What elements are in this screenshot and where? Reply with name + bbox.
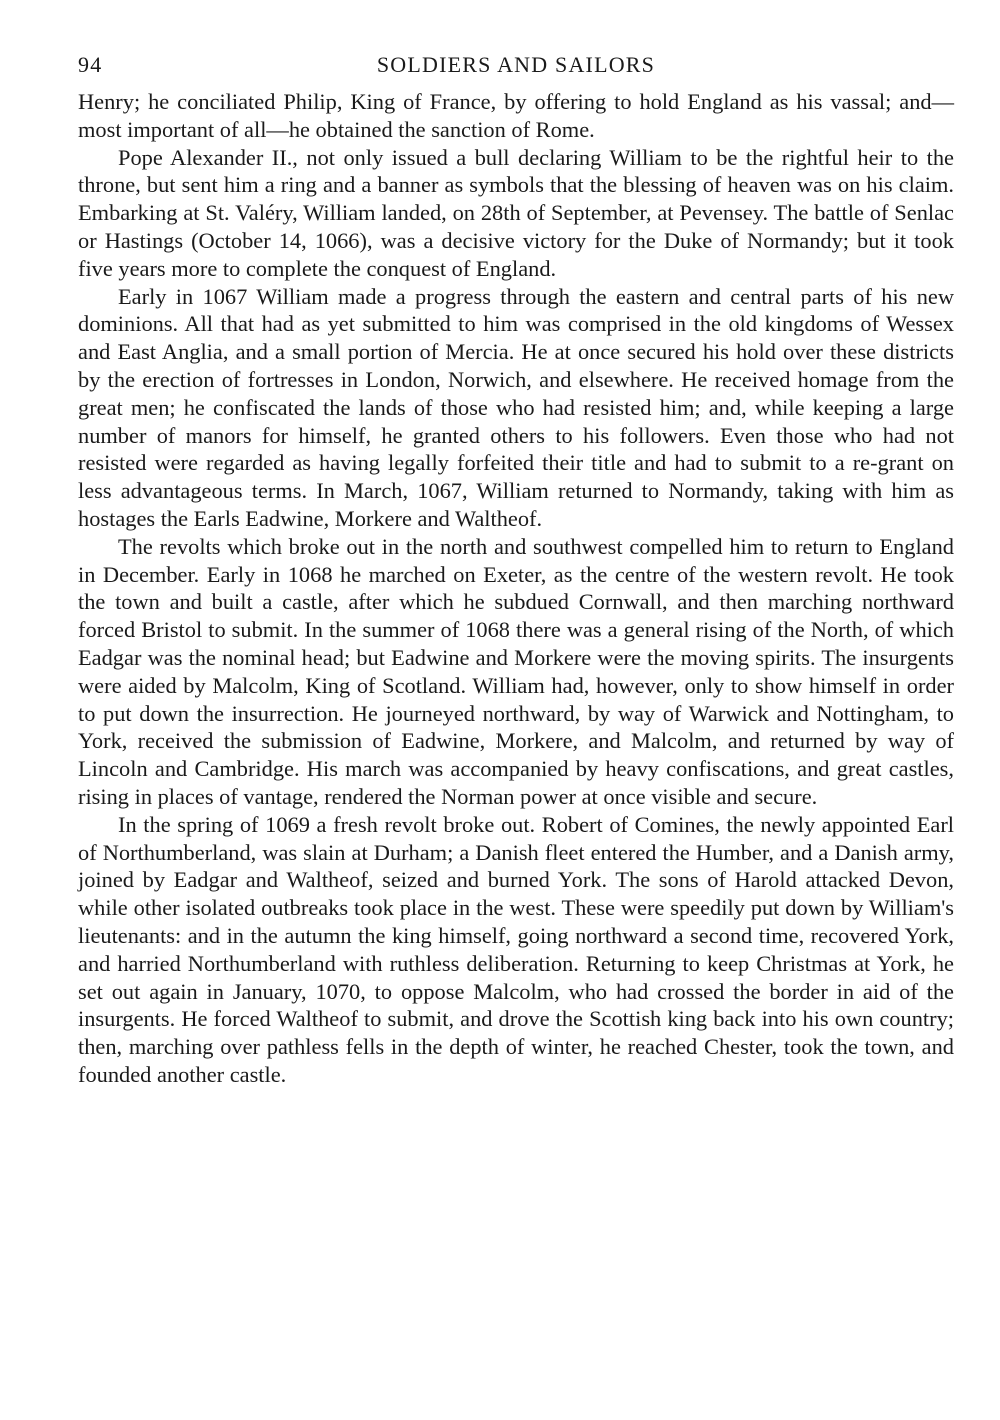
- paragraph: Pope Alexander II., not only issued a bull declaring William to be the rightful heir to the throne, but sent him a ring and a banner as symbols that the blessing of heaven was on his claim. Embarking at St. Valéry, William landed, on 28th of September, at Pevensey. The battle of Senlac or Hastings (October 14, 1066), was a decisive victory for the Duke of Normandy; but it took five years more to complete the conquest of England.: [78, 144, 954, 281]
- paragraph: In the spring of 1069 a fresh revolt broke out. Robert of Comines, the newly appointed Earl of Northumberland, was slain at Durham; a Danish fleet entered the Humber, and a Danish army, joined by Eadgar and Waltheof, seized and burned York. The sons of Harold attacked Devon, while other isolated outbreaks took place in the west. These were speedily put down by William's lieutenants: and in the autumn the king himself, going northward a second time, recovered York, and harried Northumberland with ruthless deliberation. Returning to keep Christmas at York, he set out again in January, 1070, to oppose Malcolm, who had crossed the border in aid of the insurgents. He forced Waltheof to submit, and drove the Scottish king back into his own country; then, marching over pathless fells in the depth of winter, he reached Chester, took the town, and founded another castle.: [78, 811, 954, 1087]
- paragraph: The revolts which broke out in the north and southwest compelled him to return to England in December. Early in 1068 he marched on Exeter, as the centre of the western revolt. He took the town and built a castle, after which he subdued Cornwall, and then marching northward forced Bristol to submit. In the summer of 1068 there was a general rising of the North, of which Eadgar was the nominal head; but Eadwine and Morkere were the moving spirits. The insurgents were aided by Malcolm, King of Scotland. William had, however, only to show himself in order to put down the insurrection. He journeyed northward, by way of Warwick and Nottingham, to York, received the submission of Eadwine, Morkere, and Malcolm, and returned by way of Lincoln and Cambridge. His march was accompanied by heavy confiscations, and great castles, rising in places of vantage, rendered the Norman power at once visible and secure.: [78, 533, 954, 809]
- running-title: SOLDIERS AND SAILORS: [376, 52, 656, 77]
- body-text: [78, 88, 954, 1089]
- paragraph: Early in 1067 William made a progress through the eastern and central parts of his new dominions. All that had as yet submitted to him was comprised in the old kingdoms of Wessex and East Anglia, and a small portion of Mercia. He at once secured his hold over these districts by the erection of fortresses in London, Norwich, and elsewhere. He received homage from the great men; he confiscated the lands of those who had resisted him; and, while keeping a large number of manors for himself, he granted others to his followers. Even those who had not resisted were regarded as having legally forfeited their title and had to submit to a re-grant on less advantageous terms. In March, 1067, William returned to Normandy, taking with him as hostages the Earls Eadwine, Morkere and Waltheof.: [78, 283, 954, 531]
- book-page: [78, 42, 954, 1089]
- running-header: [78, 42, 954, 82]
- paragraph-continuation: Henry; he conciliated Philip, King of France, by offering to hold England as his vassal; and—most important of all—he obtained the sanction of Rome.: [78, 89, 954, 142]
- page-number: 94: [78, 52, 103, 77]
